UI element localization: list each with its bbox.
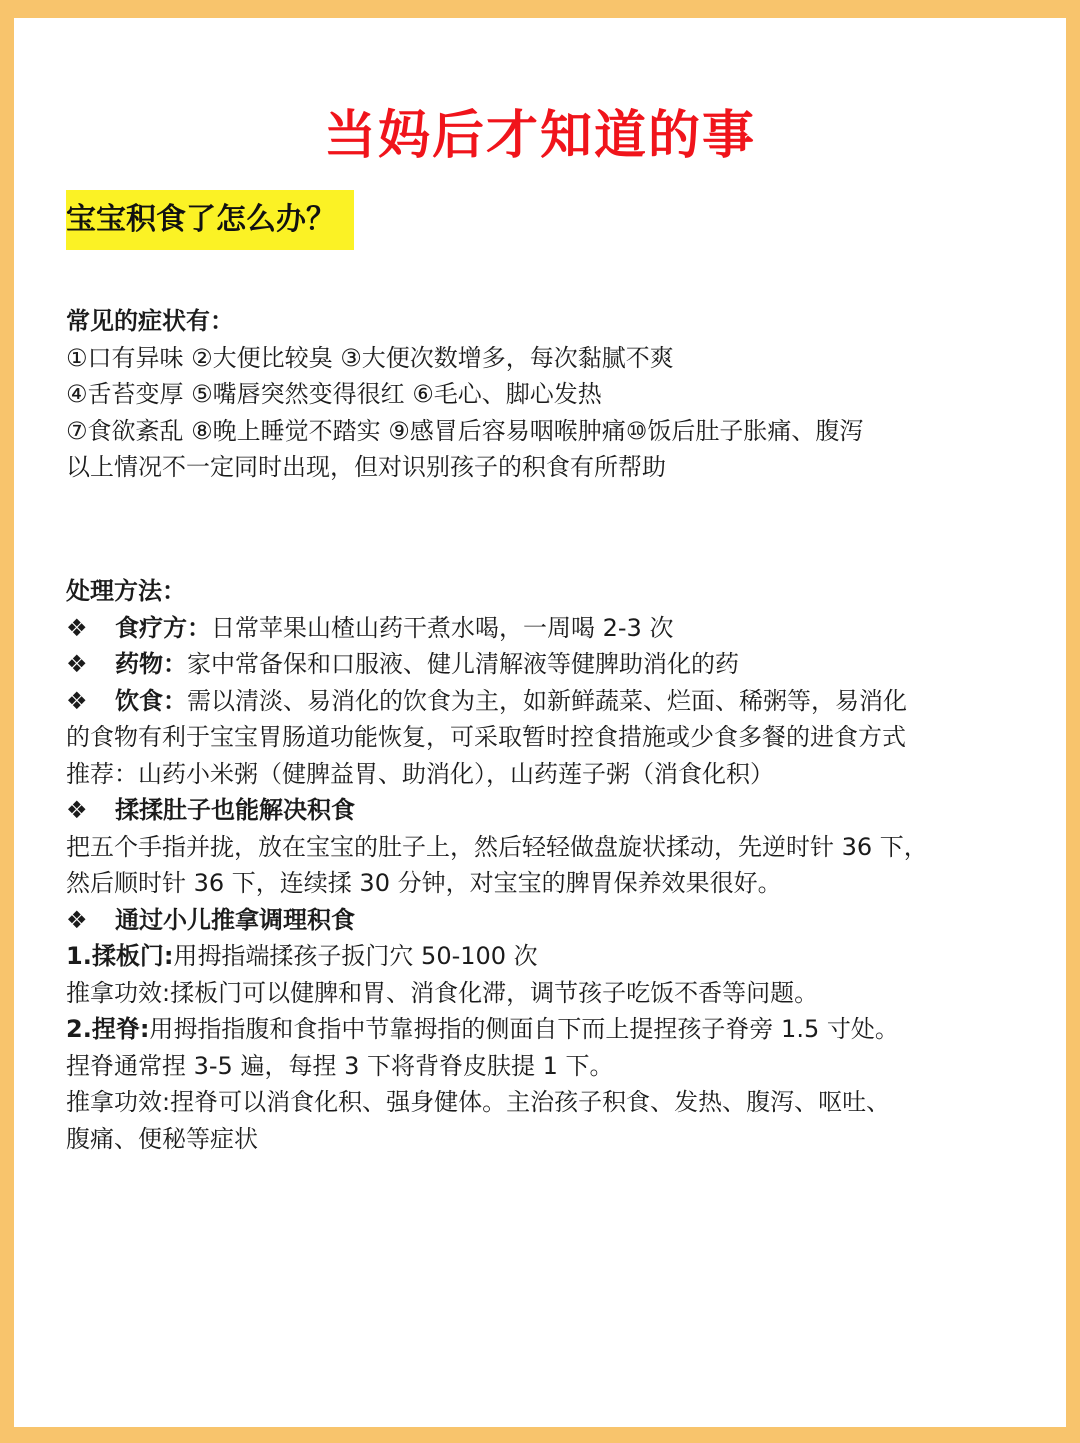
step-1-label: 1.揉板门:	[66, 942, 174, 970]
medicine-text: 家中常备保和口服液、健儿清解液等健脾助消化的药	[187, 650, 739, 678]
tuina-step-2	[66, 1011, 1041, 1048]
step-2-line: 推拿功效:捏脊可以消食化积、强身健体。主治孩子积食、发热、腹泻、呕吐、	[66, 1088, 891, 1116]
step-2-line: 腹痛、便秘等症状	[66, 1124, 258, 1153]
massage-belly-line: 把五个手指并拢，放在宝宝的肚子上，然后轻轻做盘旋状揉动，先逆时针 36 下，	[66, 832, 928, 861]
methods-heading: 处理方法：	[66, 577, 186, 605]
food-line: 的食物有利于宝宝胃肠道功能恢复，可采取暂时控食措施或少食多餐的进食方式	[66, 723, 906, 751]
food-line: 推荐：山药小米粥（健脾益胃、助消化），山药莲子粥（消食化积）	[66, 759, 774, 788]
bullet-diamond-icon: ❖	[66, 686, 88, 715]
food-text: 需以清淡、易消化的饮食为主，如新鲜蔬菜、烂面、稀粥等，易消化	[187, 686, 907, 715]
food-label: 饮食：	[115, 686, 187, 715]
symptoms-line: ①口有异味 ②大便比较臭 ③大便次数增多，每次黏腻不爽	[66, 343, 674, 372]
symptoms-line: ⑦食欲紊乱 ⑧晚上睡觉不踏实 ⑨感冒后容易咽喉肿痛⑩饭后肚子胀痛、腹泻	[66, 416, 864, 445]
massage-belly-line: 然后顺时针 36 下，连续揉 30 分钟，对宝宝的脾胃保养效果很好。	[66, 869, 782, 897]
highlighted-subtitle: 宝宝积食了怎么办？	[66, 190, 354, 250]
bullet-diamond-icon: ❖	[66, 650, 88, 678]
symptoms-heading: 常见的症状有：	[66, 307, 234, 335]
massage-belly-label: 揉揉肚子也能解决积食	[115, 796, 355, 824]
medicine-item	[66, 646, 1041, 683]
food-item	[66, 683, 1041, 720]
bullet-diamond-icon: ❖	[66, 796, 88, 824]
bullet-diamond-icon: ❖	[66, 613, 88, 642]
diet-therapy-text: 日常苹果山楂山药干煮水喝，一周喝 2-3 次	[211, 613, 674, 642]
step-1-text: 用拇指端揉孩子扳门穴 50-100 次	[173, 942, 538, 970]
symptoms-line: ④舌苔变厚 ⑤嘴唇突然变得很红 ⑥毛心、脚心发热	[66, 380, 602, 408]
symptoms-section	[66, 303, 1041, 486]
methods-section	[66, 573, 1041, 1157]
tuina-label: 通过小儿推拿调理积食	[115, 905, 355, 934]
step-2-text: 用拇指指腹和食指中节靠拇指的侧面自下而上提捏孩子脊旁 1.5 寸处。	[149, 1015, 899, 1043]
tuina-item	[66, 902, 1041, 939]
page-title: 当妈后才知道的事	[323, 106, 756, 166]
step-2-label: 2.捏脊:	[66, 1015, 150, 1043]
massage-belly-item	[66, 792, 1041, 829]
symptoms-line: 以上情况不一定同时出现，但对识别孩子的积食有所帮助	[66, 453, 666, 481]
step-2-line: 捏脊通常捏 3-5 遍，每捏 3 下将背脊皮肤提 1 下。	[66, 1051, 614, 1080]
step-1-effect: 推拿功效:揉板门可以健脾和胃、消食化滞，调节孩子吃饭不香等问题。	[66, 978, 819, 1007]
diet-therapy-label: 食疗方：	[115, 613, 211, 642]
tuina-step-1	[66, 938, 1041, 975]
bullet-diamond-icon: ❖	[66, 905, 88, 934]
content-card	[14, 18, 1066, 1427]
medicine-label: 药物：	[115, 650, 187, 678]
diet-therapy-item	[66, 610, 1041, 647]
